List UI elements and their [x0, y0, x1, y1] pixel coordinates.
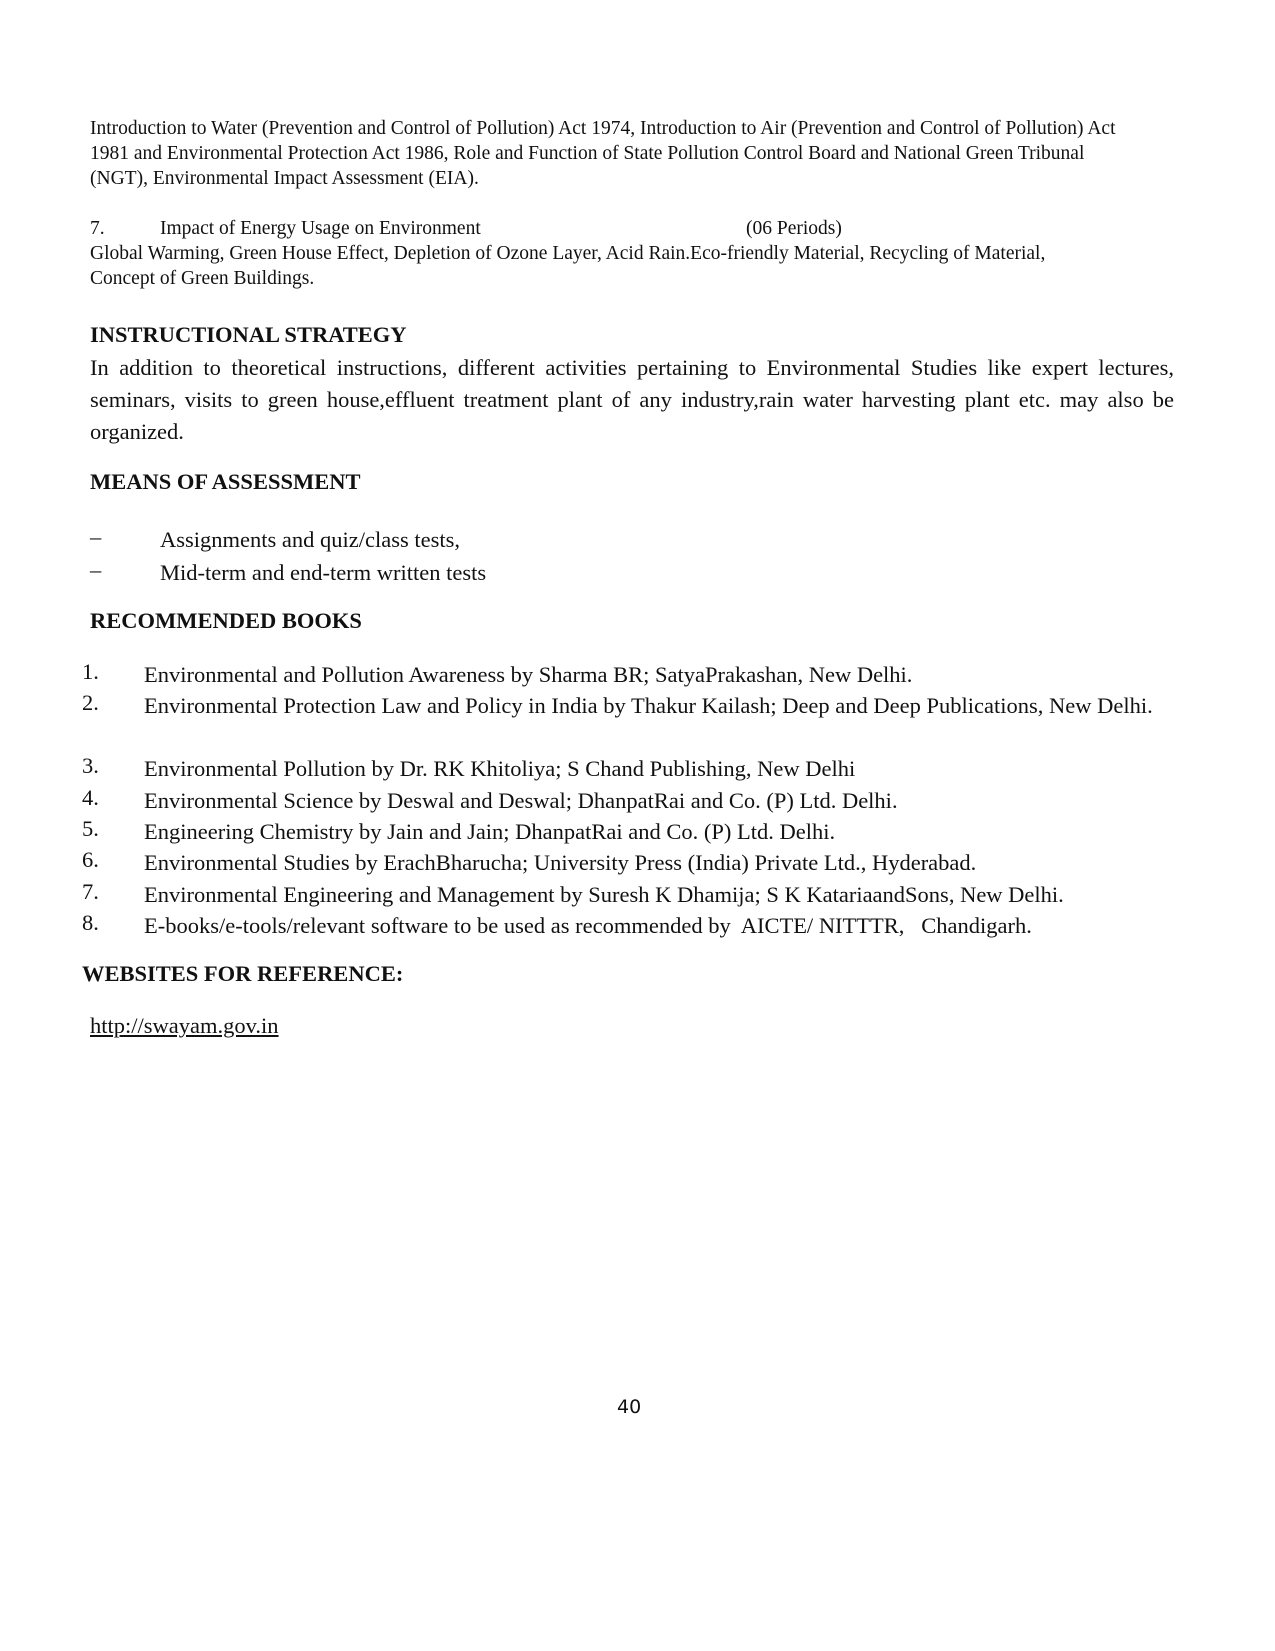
instructional-strategy-heading: INSTRUCTIONAL STRATEGY	[90, 322, 407, 347]
unit-7-number: 7.	[90, 218, 105, 239]
unit-7-content: Global Warming, Green House Effect, Depletion of Ozone Layer, Acid Rain.Eco-friendly Material, Recycling of Material, Concept of Green Buildings.	[90, 243, 1046, 289]
instructional-strategy-text: In addition to theoretical instructions, different activities pertaining to Environmental Studies like expert lectures, seminars, visits to green house,effluent treatment plant of any industry,rain water harvesting plant etc. may also be organized.	[90, 355, 1174, 444]
unit-7-title: Impact of Energy Usage on Environment	[160, 218, 481, 239]
dash-bullet: –	[90, 524, 102, 549]
intro-paragraph: Introduction to Water (Prevention and Control of Pollution) Act 1974, Introduction to Air (Prevention and Control of Pollution) Act 1981 and Environmental Protection Act 1986, Role and Function of State Pollution Control Board and National Green Tribunal (NGT), Environmental Impact Assessment (EIA).	[90, 118, 1116, 189]
websites-heading: WEBSITES FOR REFERENCE:	[82, 961, 404, 986]
recommended-books-heading: RECOMMENDED BOOKS	[90, 608, 362, 633]
swayam-link[interactable]: http://swayam.gov.in	[90, 1013, 279, 1038]
dash-bullet: –	[90, 557, 102, 582]
unit-7-periods: (06 Periods)	[746, 218, 842, 239]
means-of-assessment-heading: MEANS OF ASSESSMENT	[90, 469, 361, 494]
page-number: 40	[617, 1396, 642, 1418]
